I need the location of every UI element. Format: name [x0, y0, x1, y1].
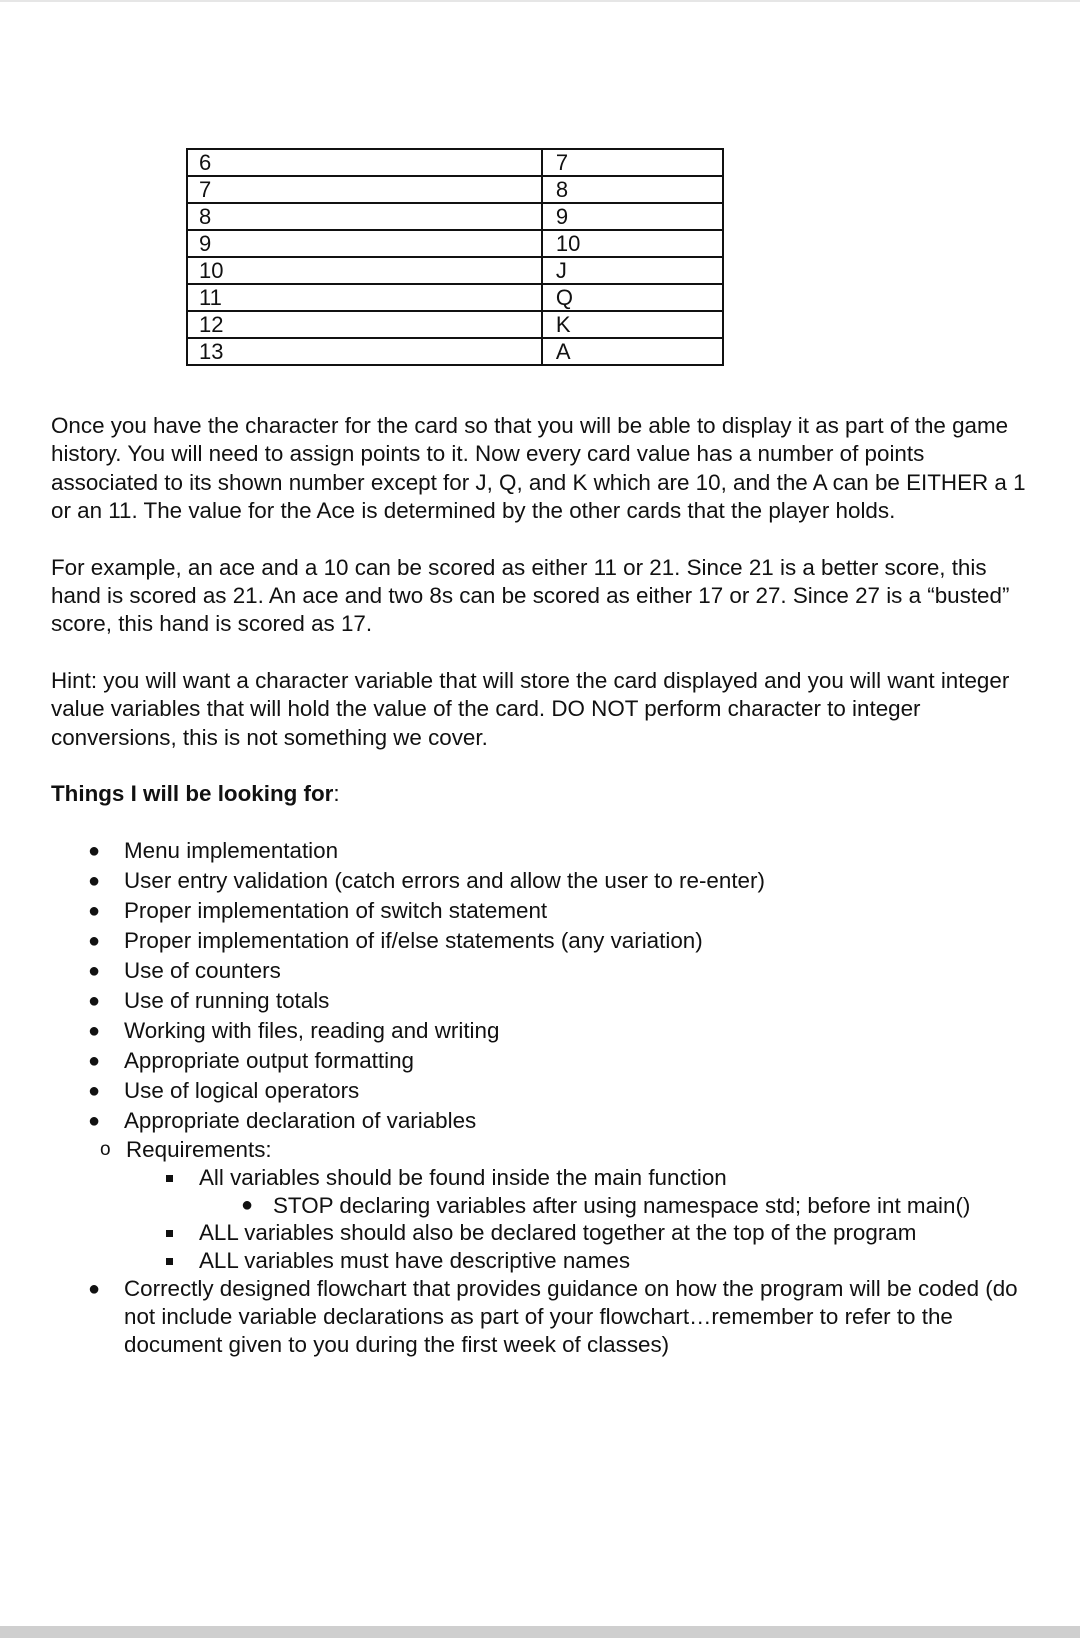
- points-paragraph: Once you have the character for the card so that you will be able to display it as part of the game history. You will need to assign points to it. Now every card value has a number of points associated to its shown number except for J, Q, and K which are 10, and the A can be EITHER a 1 or an 11. The value for the Ace is determined by the other cards that the player holds.: [51, 413, 1026, 524]
- requirement-item: ALL variables must have descriptive names: [51, 1247, 1026, 1275]
- bullet-icon: ●: [87, 1020, 101, 1043]
- bullet-icon: ●: [87, 1050, 101, 1073]
- square-bullet-icon: [166, 1175, 173, 1182]
- card-mapping-table: [186, 148, 724, 366]
- requirement-item: All variables should be found inside the main function: [51, 1164, 1026, 1192]
- bullet-icon: ●: [87, 990, 101, 1013]
- bullet-icon: ●: [87, 840, 101, 863]
- table-row: [187, 230, 723, 257]
- bullet-icon: ●: [87, 1110, 101, 1133]
- example-paragraph: For example, an ace and a 10 can be scored as either 11 or 21. Since 21 is a better score, this hand is scored as 21. An ace and two 8s can be scored as either 17 or 27. Since 27 is a “busted” score, this hand is scored as 17.: [51, 554, 1010, 637]
- table-row: [187, 338, 723, 365]
- card-cell: K: [542, 311, 723, 338]
- list-item: ● Use of counters: [51, 956, 1026, 986]
- requirements-block: [51, 1136, 1026, 1275]
- table-row: [187, 176, 723, 203]
- card-cell: 8: [542, 176, 723, 203]
- bullet-icon: ●: [87, 1080, 101, 1103]
- number-cell: 12: [187, 311, 542, 338]
- number-cell: 8: [187, 203, 542, 230]
- checklist-heading: [51, 780, 1026, 808]
- bullet-icon: ●: [87, 960, 101, 983]
- list-item: ● Appropriate output formatting: [51, 1046, 1026, 1076]
- table-row: [187, 311, 723, 338]
- list-item: ● Proper implementation of if/else statements (any variation): [51, 926, 1026, 956]
- bullet-icon: ●: [240, 1194, 254, 1217]
- square-bullet-icon: [166, 1258, 173, 1265]
- list-item: ● Correctly designed flowchart that provides guidance on how the program will be coded (do not include variable declarations as part of your flowchart…remember to refer to the document given to you during the first week of classes): [51, 1275, 1026, 1359]
- number-cell: 6: [187, 149, 542, 176]
- list-item: ● Menu implementation: [51, 836, 1026, 866]
- list-item: ● User entry validation (catch errors and allow the user to re-enter): [51, 866, 1026, 896]
- table-row: [187, 284, 723, 311]
- list-item: ● Proper implementation of switch statement: [51, 896, 1026, 926]
- card-cell: A: [542, 338, 723, 365]
- requirement-item: ALL variables should also be declared together at the top of the program: [51, 1219, 1026, 1247]
- checklist-heading-text: Things I will be looking for: [51, 781, 334, 807]
- list-item: ● Working with files, reading and writing: [51, 1016, 1026, 1046]
- number-cell: 7: [187, 176, 542, 203]
- number-cell: 13: [187, 338, 542, 365]
- table-row: [187, 257, 723, 284]
- bullet-icon: ●: [87, 930, 101, 953]
- table-row: [187, 203, 723, 230]
- page-top-edge: [0, 0, 1080, 2]
- number-cell: 11: [187, 284, 542, 311]
- page-bottom-edge: [0, 1626, 1080, 1638]
- bullet-icon: ●: [87, 870, 101, 893]
- card-cell: Q: [542, 284, 723, 311]
- document-body: [51, 412, 1026, 1359]
- table-row: [187, 149, 723, 176]
- list-item: ● Appropriate declaration of variables: [51, 1106, 1026, 1136]
- list-item: ● Use of logical operators: [51, 1076, 1026, 1106]
- checklist-continued: [51, 1275, 1026, 1359]
- bullet-icon: ●: [87, 900, 101, 923]
- number-cell: 9: [187, 230, 542, 257]
- checklist-heading-colon: :: [333, 781, 340, 807]
- number-cell: 10: [187, 257, 542, 284]
- requirements-item: o Requirements:: [100, 1137, 272, 1163]
- checklist: [51, 836, 1026, 1136]
- bullet-icon: ●: [87, 1278, 101, 1301]
- card-cell: 10: [542, 230, 723, 257]
- requirement-subitem: ● STOP declaring variables after using namespace std; before int main(): [51, 1192, 1026, 1219]
- card-cell: J: [542, 257, 723, 284]
- hint-paragraph: Hint: you will want a character variable that will store the card displayed and you will want integer value variables that will hold the value of the card. DO NOT perform character to integer conversions, this is not something we cover.: [51, 667, 1010, 750]
- card-cell: 9: [542, 203, 723, 230]
- square-bullet-icon: [166, 1230, 173, 1237]
- list-item: ● Use of running totals: [51, 986, 1026, 1016]
- card-cell: 7: [542, 149, 723, 176]
- hollow-bullet-icon: o: [100, 1139, 111, 1161]
